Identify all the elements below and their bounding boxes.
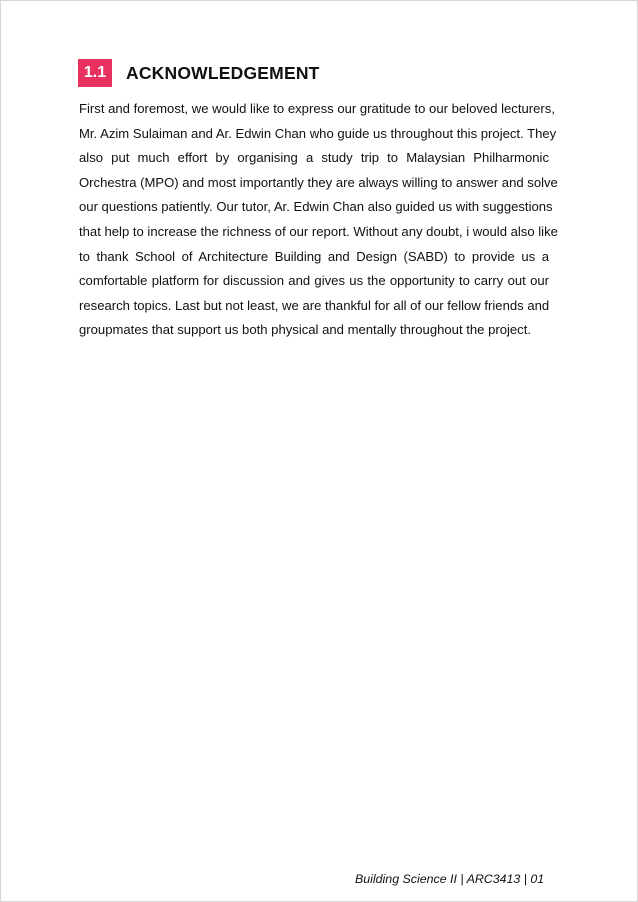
- section-heading: [78, 59, 320, 87]
- section-number-badge: 1.1: [78, 59, 112, 87]
- paragraph-line: First and foremost, we would like to express our gratitude to our beloved lecturers,: [79, 101, 555, 116]
- paragraph-line: comfortable platform for discussion and gives us the opportunity to carry out our: [79, 273, 549, 289]
- paragraph-line: research topics. Last but not least, we are thankful for all of our fellow friends and: [79, 297, 550, 313]
- paragraph-line: our questions patiently. Our tutor, Ar. Edwin Chan also guided us with suggestions: [79, 199, 553, 215]
- page-footer: Building Science II | ARC3413 | 01: [355, 872, 545, 886]
- paragraph-line: Mr. Azim Sulaiman and Ar. Edwin Chan who guide us throughout this project. They: [79, 125, 557, 141]
- paragraph-line: also put much effort by organising a study trip to Malaysian Philharmonic: [79, 150, 549, 166]
- paragraph-line: Orchestra (MPO) and most importantly they are always willing to answer and solve: [79, 174, 558, 190]
- acknowledgement-paragraph: [79, 97, 558, 343]
- section-title: ACKNOWLEDGEMENT: [126, 62, 320, 83]
- paragraph-line: that help to increase the richness of our report. Without any doubt, i would also like: [79, 223, 558, 239]
- paragraph-line: groupmates that support us both physical and mentally throughout the project.: [79, 322, 532, 338]
- paragraph-line: to thank School of Architecture Building and Design (SABD) to provide us a: [79, 248, 549, 264]
